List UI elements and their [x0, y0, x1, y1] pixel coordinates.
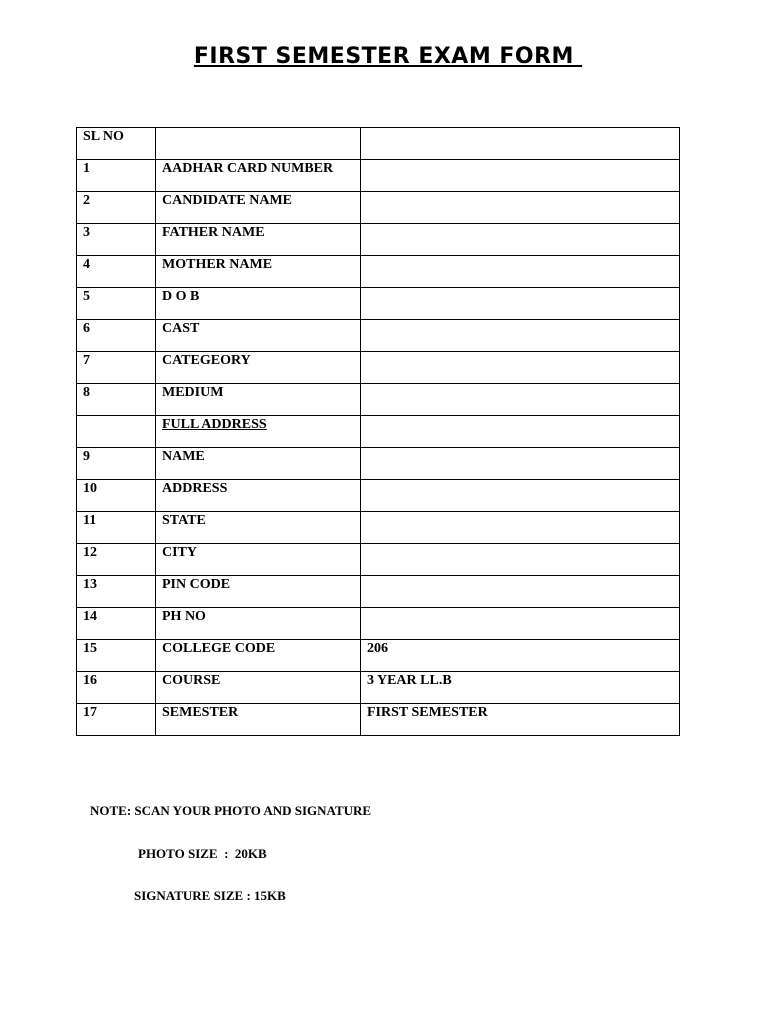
table-row — [77, 512, 680, 544]
value-header-cell — [361, 128, 680, 160]
exam-form-table — [76, 127, 680, 736]
field-label-name: NAME — [156, 448, 361, 480]
field-label-medium: MEDIUM — [156, 384, 361, 416]
field-label-phone: PH NO — [156, 608, 361, 640]
sl-no-header: SL NO — [77, 128, 156, 160]
sl-no-cell: 14 — [77, 608, 156, 640]
field-value-city[interactable] — [361, 544, 680, 576]
field-value-category[interactable] — [361, 352, 680, 384]
table-row — [77, 384, 680, 416]
field-header-cell — [156, 128, 361, 160]
sl-no-cell: 17 — [77, 704, 156, 736]
table-row — [77, 288, 680, 320]
section-heading-full-address — [156, 416, 361, 448]
field-label-cast: CAST — [156, 320, 361, 352]
field-value-candidate-name[interactable] — [361, 192, 680, 224]
field-label-college-code: COLLEGE CODE — [156, 640, 361, 672]
sl-no-cell: 9 — [77, 448, 156, 480]
field-value-phone[interactable] — [361, 608, 680, 640]
sl-no-cell: 5 — [77, 288, 156, 320]
table-row — [77, 320, 680, 352]
table-row — [77, 256, 680, 288]
field-label-city: CITY — [156, 544, 361, 576]
field-value-address[interactable] — [361, 480, 680, 512]
sl-no-cell: 2 — [77, 192, 156, 224]
sl-no-cell: 10 — [77, 480, 156, 512]
table-row — [77, 416, 680, 448]
sl-no-cell: 7 — [77, 352, 156, 384]
field-value-cast[interactable] — [361, 320, 680, 352]
table-row — [77, 704, 680, 736]
photo-size-note: PHOTO SIZE : 20KB — [138, 846, 267, 861]
sl-no-cell — [77, 416, 156, 448]
field-value-full-address — [361, 416, 680, 448]
table-row — [77, 544, 680, 576]
field-label-father-name: FATHER NAME — [156, 224, 361, 256]
field-label-dob: D O B — [156, 288, 361, 320]
field-label-course: COURSE — [156, 672, 361, 704]
field-value-name[interactable] — [361, 448, 680, 480]
field-label-address: ADDRESS — [156, 480, 361, 512]
field-label-aadhar: AADHAR CARD NUMBER — [156, 160, 361, 192]
field-value-dob[interactable] — [361, 288, 680, 320]
field-label-category: CATEGEORY — [156, 352, 361, 384]
field-value-semester: FIRST SEMESTER — [361, 704, 680, 736]
sl-no-cell: 16 — [77, 672, 156, 704]
field-label-state: STATE — [156, 512, 361, 544]
field-value-mother-name[interactable] — [361, 256, 680, 288]
field-value-state[interactable] — [361, 512, 680, 544]
sl-no-cell: 4 — [77, 256, 156, 288]
table-row — [77, 448, 680, 480]
table-row — [77, 224, 680, 256]
table-row — [77, 608, 680, 640]
scan-note: NOTE: SCAN YOUR PHOTO AND SIGNATURE — [90, 803, 372, 818]
sl-no-cell: 13 — [77, 576, 156, 608]
sl-no-cell: 3 — [77, 224, 156, 256]
table-header-row — [77, 128, 680, 160]
field-value-course: 3 YEAR LL.B — [361, 672, 680, 704]
field-value-college-code: 206 — [361, 640, 680, 672]
table-row — [77, 640, 680, 672]
field-label-pin-code: PIN CODE — [156, 576, 361, 608]
sl-no-cell: 15 — [77, 640, 156, 672]
table-row — [77, 352, 680, 384]
field-value-pin-code[interactable] — [361, 576, 680, 608]
sl-no-cell: 12 — [77, 544, 156, 576]
page-title: FIRST SEMESTER EXAM FORM — [193, 44, 583, 69]
field-label-semester: SEMESTER — [156, 704, 361, 736]
sl-no-cell: 6 — [77, 320, 156, 352]
sl-no-cell: 1 — [77, 160, 156, 192]
field-value-medium[interactable] — [361, 384, 680, 416]
field-label-candidate-name: CANDIDATE NAME — [156, 192, 361, 224]
table-row — [77, 672, 680, 704]
field-value-aadhar[interactable] — [361, 160, 680, 192]
table-row — [77, 192, 680, 224]
field-label-mother-name: MOTHER NAME — [156, 256, 361, 288]
full-address-heading: FULL ADDRESS — [162, 417, 267, 432]
signature-size-note: SIGNATURE SIZE : 15KB — [134, 888, 286, 903]
table-row — [77, 480, 680, 512]
table-row — [77, 576, 680, 608]
sl-no-cell: 8 — [77, 384, 156, 416]
sl-no-cell: 11 — [77, 512, 156, 544]
field-value-father-name[interactable] — [361, 224, 680, 256]
table-row — [77, 160, 680, 192]
